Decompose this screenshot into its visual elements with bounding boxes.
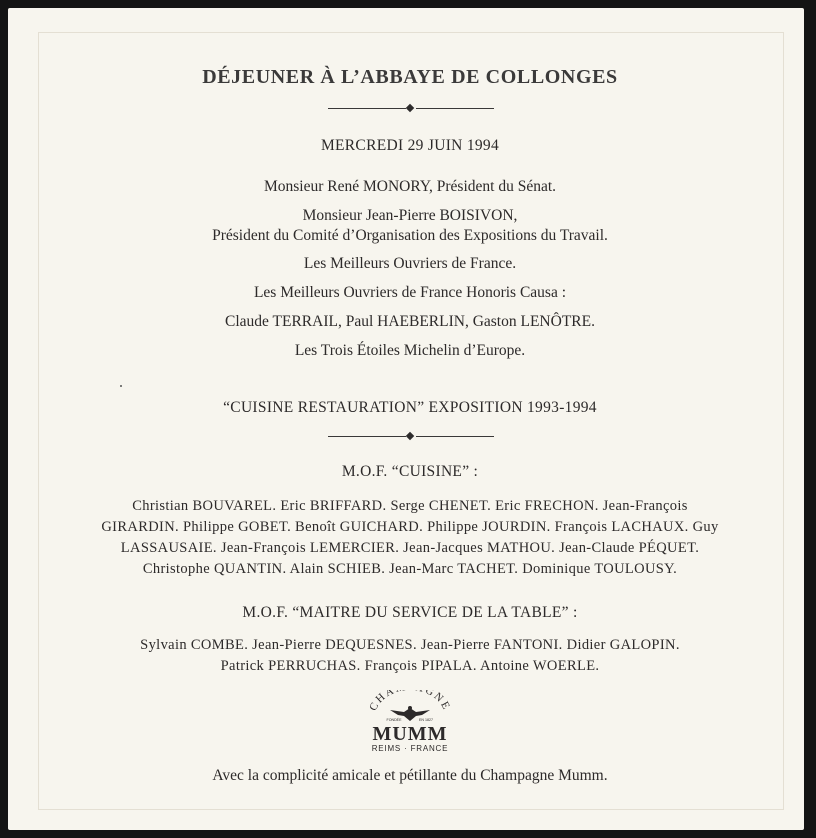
mumm-logo-graphic bbox=[360, 690, 460, 760]
logo-arc-text: CHA GNE bbox=[367, 690, 453, 713]
logo-founded-right: EN 1827 bbox=[419, 718, 433, 722]
guest-line: Monsieur Jean-Pierre BOISIVON, bbox=[302, 207, 518, 224]
divider-rule-left bbox=[328, 436, 406, 437]
mof-cuisine-heading: M.O.F. “CUISINE” : bbox=[341, 463, 479, 480]
mof-cuisine-line: Christian BOUVAREL. Eric BRIFFARD. Serge CHENET. Eric FRECHON. Jean-François bbox=[132, 498, 688, 514]
guest-line: Président du Comité d’Organisation des Expositions du Travail. bbox=[212, 227, 608, 244]
mof-service-line: Sylvain COMBE. Jean-Pierre DEQUESNES. Jean-Pierre FANTONI. Didier GALOPIN. bbox=[140, 637, 680, 653]
divider-rule-right bbox=[416, 108, 494, 109]
diamond-icon bbox=[406, 104, 414, 112]
exposition-title: “CUISINE RESTAURATION” EXPOSITION 1993-1994 bbox=[223, 399, 597, 416]
guest-line: Claude TERRAIL, Paul HAEBERLIN, Gaston LENÔTRE. bbox=[225, 313, 595, 330]
mof-cuisine-line: GIRARDIN. Philippe GOBET. Benoît GUICHARD. Philippe JOURDIN. François LACHAUX. Guy bbox=[101, 519, 719, 535]
logo-founded-left: FONDÉE bbox=[386, 718, 402, 722]
paper-speck bbox=[120, 385, 122, 387]
divider-ornament-middle bbox=[328, 432, 494, 442]
footer-note: Avec la complicité amicale et pétillante du Champagne Mumm. bbox=[212, 767, 608, 784]
guest-line: Les Meilleurs Ouvriers de France Honoris Causa : bbox=[253, 284, 567, 301]
diamond-icon bbox=[406, 432, 414, 440]
mumm-logo bbox=[360, 690, 460, 760]
guest-line: Les Trois Étoiles Michelin d’Europe. bbox=[294, 342, 526, 359]
guest-line: Les Meilleurs Ouvriers de France. bbox=[303, 255, 517, 272]
logo-brand: MUMM bbox=[372, 723, 448, 745]
mof-service-line: Patrick PERRUCHAS. François PIPALA. Antoine WOERLE. bbox=[220, 658, 600, 674]
page-title: DÉJEUNER À L’ABBAYE DE COLLONGES bbox=[202, 66, 618, 88]
logo-place: REIMS · FRANCE bbox=[371, 744, 449, 753]
divider-rule-right bbox=[416, 436, 494, 437]
divider-ornament-top bbox=[328, 104, 494, 114]
mof-cuisine-line: Christophe QUANTIN. Alain SCHIEB. Jean-Marc TACHET. Dominique TOULOUSY. bbox=[142, 561, 678, 577]
event-date: MERCREDI 29 JUIN 1994 bbox=[320, 137, 500, 154]
mof-service-heading: M.O.F. “MAITRE DU SERVICE DE LA TABLE” : bbox=[242, 604, 578, 621]
mof-cuisine-line: LASSAUSAIE. Jean-François LEMERCIER. Jean-Jacques MATHOU. Jean-Claude PÉQUET. bbox=[120, 540, 700, 556]
guest-line: Monsieur René MONORY, Président du Sénat. bbox=[263, 178, 557, 195]
divider-rule-left bbox=[328, 108, 406, 109]
